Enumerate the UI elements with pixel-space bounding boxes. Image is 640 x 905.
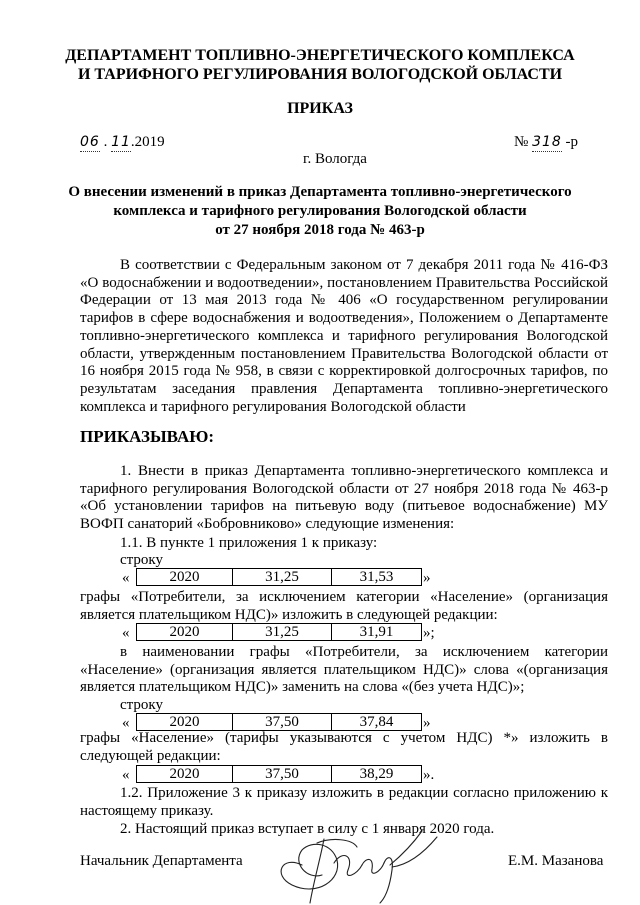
cell-value-b: 37,84: [332, 714, 422, 731]
item-1-2: 1.2. Приложение 3 к приказу изложить в редакции согласно приложению к настоящему приказу.: [80, 785, 608, 819]
document-number: № 318 -р: [514, 134, 579, 150]
stroku-1: строку: [120, 552, 163, 568]
cell-value-a: 37,50: [233, 714, 332, 731]
cell-value-a: 37,50: [233, 766, 332, 783]
item-1-1: 1.1. В пункте 1 приложения 1 к приказу:: [120, 535, 378, 551]
stroku-2: строку: [120, 697, 163, 713]
department-name-line2: И ТАРИФНОГО РЕГУЛИРОВАНИЯ ВОЛОГОДСКОЙ ОБЛАСТИ: [77, 66, 563, 83]
date-month: 11: [111, 134, 131, 150]
cell-value-b: 31,91: [332, 624, 422, 641]
cell-value-a: 31,25: [233, 569, 332, 586]
tariff-row-4: [136, 765, 422, 783]
item-1: 1. Внести в приказ Департамента топливно-энергетического комплекса и тарифного регулирования Вологодской области от 27 ноября 2018 года № 463-р «Об установлении тарифов на питьевую воду (питьевое водоснабжение) МУ ВОФП санаторий «Бобровниково» следующие изменения:: [80, 463, 608, 533]
cell-value-a: 31,25: [233, 624, 332, 641]
cell-year: 2020: [137, 569, 233, 586]
order-word: ПРИКАЗЫВАЮ:: [80, 427, 215, 446]
cell-year: 2020: [137, 714, 233, 731]
document-date: 06 . 11.2019: [80, 134, 165, 150]
item-2: 2. Настоящий приказ вступает в силу с 1 января 2020 года.: [120, 821, 495, 837]
order-title-line3: от 27 ноября 2018 года № 463-р: [215, 222, 425, 238]
naimen-text: в наименовании графы «Потребители, за исключением категории «Население» (организация является плательщиком НДС)» слова «(организация является плательщиком НДС)» заменить на слова «(без учета НДС)»;: [80, 644, 608, 696]
order-title-line1: О внесении изменений в приказ Департамента топливно-энергетического: [68, 184, 572, 200]
graph-text-1: графы «Потребители, за исключением категории «Население» (организация является плательщиком НДС)» изложить в следующей редакции:: [80, 589, 608, 623]
tariff-row-3: [136, 713, 422, 731]
date-day: 06: [80, 134, 100, 150]
tariff-row-1: [136, 568, 422, 586]
department-name-line1: ДЕПАРТАМЕНТ ТОПЛИВНО-ЭНЕРГЕТИЧЕСКОГО КОМПЛЕКСА: [65, 47, 575, 64]
city: г. Вологда: [303, 151, 367, 167]
cell-value-b: 31,53: [332, 569, 422, 586]
graph-text-2: графы «Население» (тарифы указываются с учетом НДС) *» изложить в следующей редакции:: [80, 730, 608, 764]
order-title-line2: комплекса и тарифного регулирования Вологодской области: [113, 203, 527, 219]
number-value: 318: [532, 134, 562, 150]
signatory-position: Начальник Департамента: [80, 853, 243, 869]
preamble: В соответствии с Федеральным законом от 7 декабря 2011 года № 416-ФЗ «О водоснабжении и водоотведении», постановлением Правительства Российской Федерации от 13 мая 2013 года № 406 «О государственном регулировании тарифов в сфере водоснабжения и водоотведения», Положением о Департаменте топливно-энергетического комплекса и тарифного регулирования Вологодской области, утвержденным постановлением Правительства Вологодской области от 16 ноября 2015 года № 958, в связи с корректировкой долгосрочных тарифов, по результатам заседания правления Департамента топливно-энергетического комплекса и тарифного регулирования Вологодской области: [80, 257, 608, 415]
cell-year: 2020: [137, 766, 233, 783]
cell-value-b: 38,29: [332, 766, 422, 783]
tariff-row-2: [136, 623, 422, 641]
cell-year: 2020: [137, 624, 233, 641]
document-type: ПРИКАЗ: [287, 100, 353, 117]
signatory-name: Е.М. Мазанова: [508, 853, 604, 869]
handwritten-signature: [262, 825, 452, 905]
date-year: .2019: [130, 134, 165, 150]
